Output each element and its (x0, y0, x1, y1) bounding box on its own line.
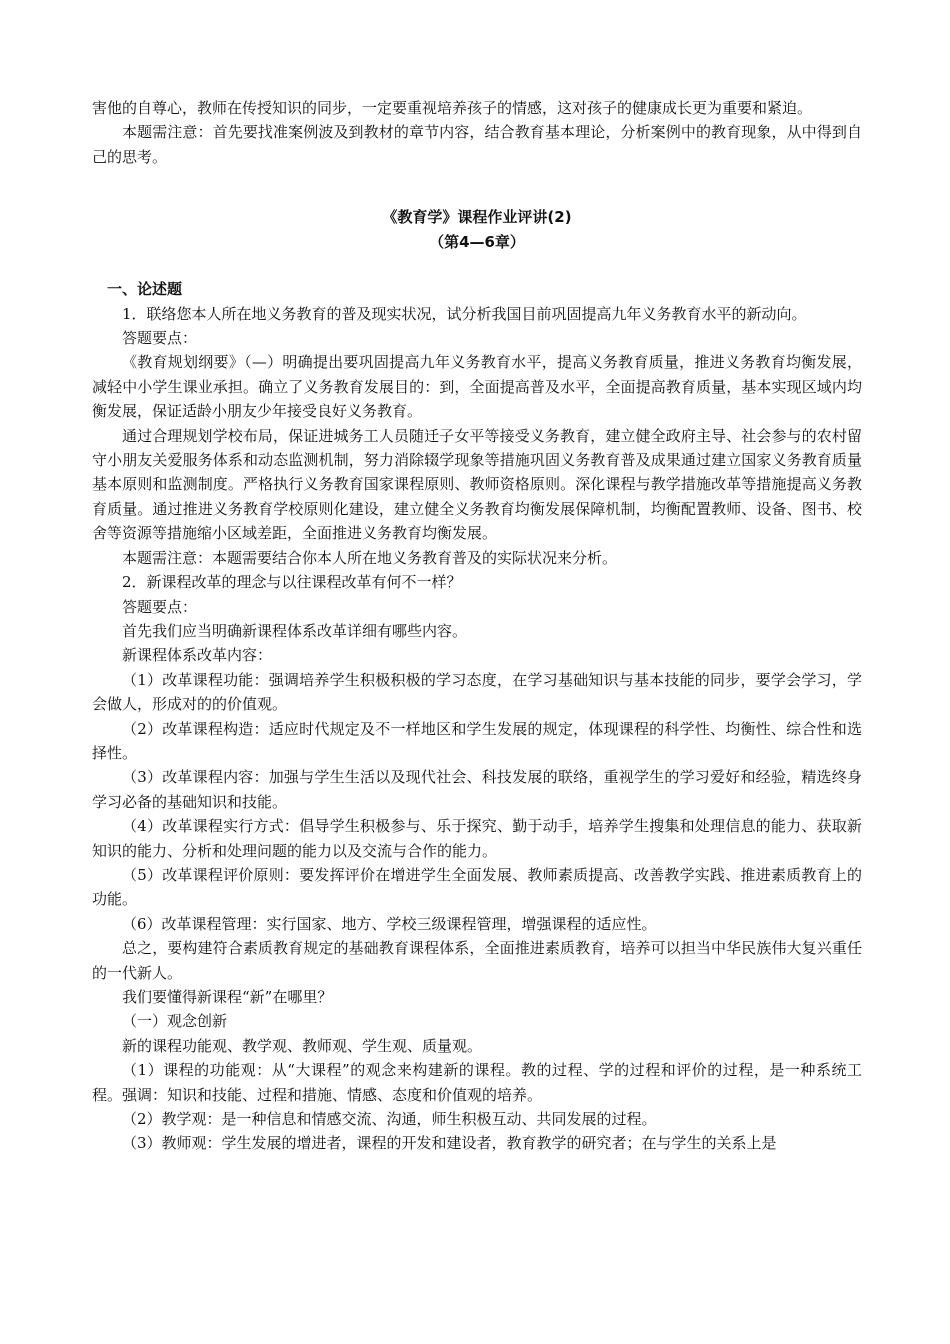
answer-2-paragraph-2: 新课程体系改革内容： (122, 646, 273, 665)
question-1: 1．联络您本人所在地义务教育的普及现实状况，试分析我国目前巩固提高九年义务教育水平的新动向。 (122, 304, 807, 323)
document-title: 《教育学》课程作业评讲(2) (382, 208, 572, 227)
reform-item: （1）改革课程功能：强调培养学生积极积极的学习态度，在学习基础知识与基本技能的同步，要学会学习，学会做人，形成对的的价值观。 (92, 670, 862, 714)
view-item: （2）教学观：是一种信息和情感交流、沟通，师生积极互动、共同发展的过程。 (122, 1110, 657, 1129)
answer-1-note: 本题需注意：本题需要结合你本人所在地义务教育普及的实际状况来分析。 (122, 548, 618, 567)
intro-paragraph-2: 本题需注意：首先要找准案例波及到教材的章节内容，结合教育基本理论，分析案例中的教育现象，从中得到自己的思考。 (92, 123, 862, 166)
new-question: 我们要懂得新课程“新”在哪里？ (122, 988, 333, 1006)
subheading-text: 新的课程功能观、教学观、教师观、学生观、质量观。 (122, 1036, 483, 1055)
view-item: （1）课程的功能观：从“大课程”的观念来构建新的课程。教的过程、学的过程和评价的过程，是一种系统工程。强调：知识和技能、过程和措施、情感、态度和价值观的培养。 (92, 1061, 862, 1104)
answer-label-1: 答题要点： (122, 329, 198, 348)
reform-item: （6）改革课程管理：实行国家、地方、学校三级课程管理，增强课程的适应性。 (122, 914, 657, 933)
reform-item: （4）改革课程实行方式：倡导学生积极参与、乐于探究、勤于动手，培养学生搜集和处理信息的能力、获取新知识的能力、分析和处理问题的能力以及交流与合作的能力。 (92, 817, 862, 860)
answer-1-paragraph-1: 《教育规划纲要》（—）明确提出要巩固提高九年义务教育水平，提高义务教育质量，推进义务教育均衡发展，减轻中小学生课业承担。确立了义务教育发展目的：到，全面提高普及水平，全面提高教育质量，基本实现区域内均衡发展，保证适龄小朋友少年接受良好义务教育。 (92, 353, 862, 421)
reform-item: （3）改革课程内容：加强与学生生活以及现代社会、科技发展的联络，重视学生的学习爱好和经验，精选终身学习必备的基础知识和技能。 (92, 768, 862, 811)
reform-item: （2）改革课程构造：适应时代规定及不一样地区和学生发展的规定，体现课程的科学性、均衡性、综合性和选择性。 (92, 719, 862, 762)
heading-block (92, 205, 862, 255)
answer-1-paragraph-2: 通过合理规划学校布局，保证进城务工人员随迁子女平等接受义务教育，建立健全政府主导、社会参与的农村留守小朋友关爱服务体系和动态监测机制，努力消除辍学现象等措施巩固义务教育普及成果通过建立国家义务教育质量基本原则和监测制度。严格执行义务教育国家课程原则、教师资格原则。深化课程与教学措施改革等措施提高义务教育质量。通过推进义务教育学校原则化建设，建立健全义务教育均衡发展保障机制，均衡配置教师、设备、图书、校舍等资源等措施缩小区域差距，全面推进义务教育均衡发展。 (92, 426, 862, 543)
summary-paragraph: 总之，要构建符合素质教育规定的基础教育课程体系，全面推进素质教育，培养可以担当中华民族伟大复兴重任的一代新人。 (92, 939, 862, 982)
subheading-concept: （一）观念创新 (122, 1012, 228, 1031)
answer-2-paragraph-1: 首先我们应当明确新课程体系改革详细有哪些内容。 (122, 621, 468, 640)
document-page (92, 96, 862, 1156)
question-2: 2．新课程改革的理念与以往课程改革有何不一样？ (122, 573, 462, 592)
document-subtitle: （第4—6章） (429, 233, 525, 252)
reform-item: （5）改革课程评价原则：要发挥评价在增进学生全面发展、教师素质提高、改善教学实践、推进素质教育上的功能。 (92, 865, 862, 909)
view-item: （3）教师观：学生发展的增进者，课程的开发和建设者，教育教学的研究者；在与学生的关系上是 (122, 1134, 777, 1153)
section-title: 一、论述题 (107, 280, 183, 299)
intro-paragraph-1: 害他的自尊心，教师在传授知识的同步，一定要重视培养孩子的情感，这对孩子的健康成长更为重要和紧迫。 (92, 99, 813, 117)
answer-label-2: 答题要点： (122, 597, 198, 616)
